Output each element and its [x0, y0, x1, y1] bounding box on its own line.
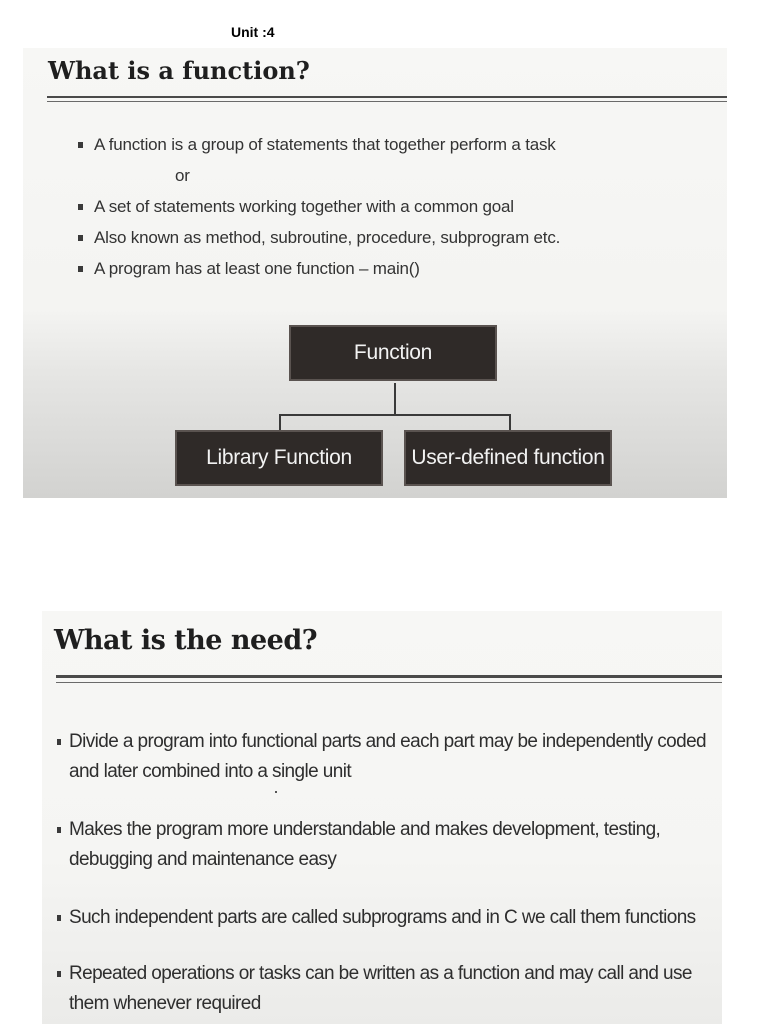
diagram-node-function: Function — [289, 325, 497, 381]
bullet-item: Makes the program more understandable and makes development, testing, debugging and maintenance easy — [57, 815, 717, 903]
title-divider-thick — [56, 675, 722, 678]
title-divider-thin — [56, 682, 722, 683]
stray-dot — [275, 791, 277, 793]
unit-label: Unit :4 — [231, 24, 275, 40]
connector-left-drop — [279, 414, 281, 430]
bullet-item: A program has at least one function – main() — [78, 258, 698, 289]
connector-right-drop — [509, 414, 511, 430]
slide-title: What is the need? — [54, 625, 318, 656]
slide-title: What is a function? — [48, 56, 310, 85]
bullet-item: Divide a program into functional parts and each part may be independently coded and later combined into a single unit — [57, 727, 717, 815]
bullet-item: A function is a group of statements that together perform a task — [78, 134, 698, 165]
diagram-node-user-defined-function: User-defined function — [404, 430, 612, 486]
connector-vertical-root — [394, 383, 396, 415]
bullet-list — [78, 134, 698, 289]
bullet-list — [57, 727, 717, 1019]
slide-what-is-a-function — [23, 48, 727, 498]
diagram-node-library-function: Library Function — [175, 430, 383, 486]
bullet-item: A set of statements working together with a common goal — [78, 196, 698, 227]
title-divider-thick — [47, 96, 727, 98]
bullet-item: Also known as method, subroutine, procedure, subprogram etc. — [78, 227, 698, 258]
bullet-item: Repeated operations or tasks can be written as a function and may call and use them whenever required — [57, 959, 717, 1019]
slide-what-is-the-need — [42, 611, 722, 1024]
or-connector: or — [175, 166, 190, 185]
title-divider-thin — [47, 101, 727, 102]
bullet-item: Such independent parts are called subprograms and in C we call them functions — [57, 903, 717, 959]
connector-horizontal — [279, 414, 511, 416]
